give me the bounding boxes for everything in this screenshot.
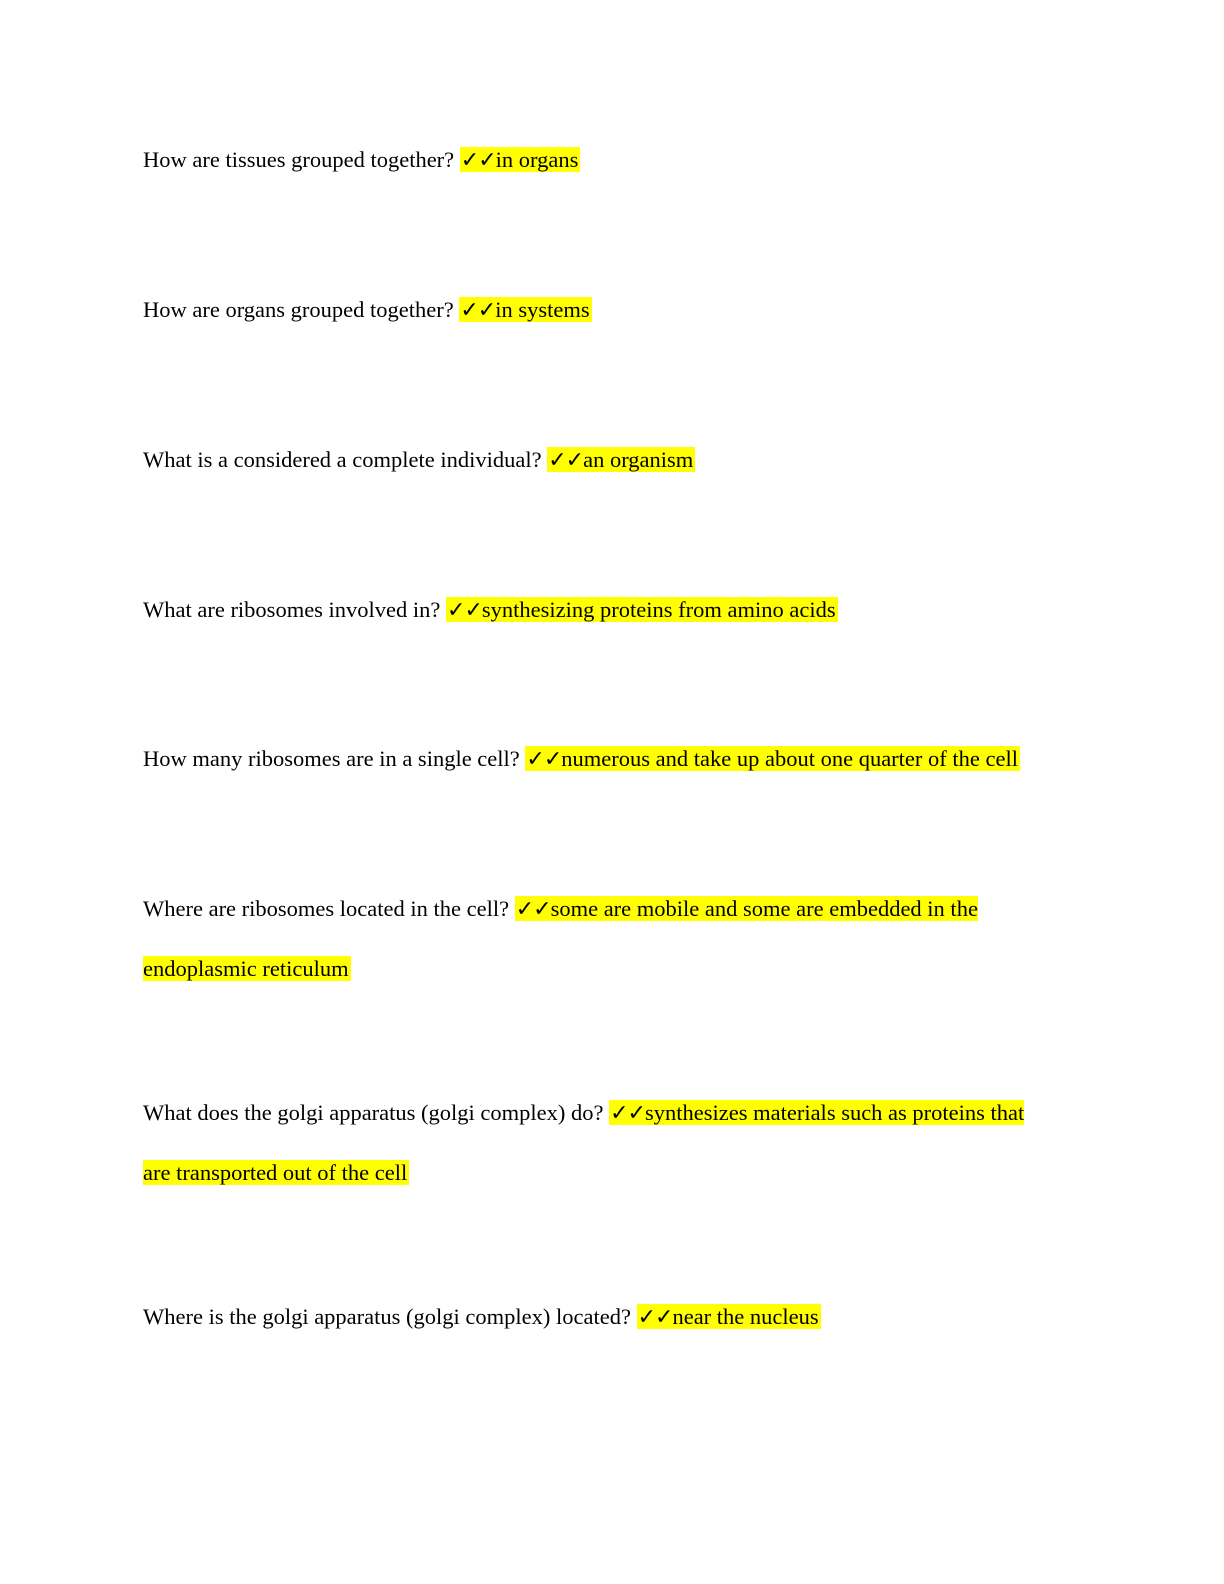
answer-text: in systems xyxy=(495,297,590,322)
question-text: How many ribosomes are in a single cell? xyxy=(143,746,520,771)
qa-item xyxy=(143,280,1083,340)
answer-highlight xyxy=(547,447,695,472)
qa-item xyxy=(143,879,1043,998)
answer-text: synthesizes materials such as proteins that are transported out of the cell xyxy=(143,1100,1025,1185)
question-text: What is a considered a complete individual? xyxy=(143,447,542,472)
question-text: How are organs grouped together? xyxy=(143,297,454,322)
answer-text: some are mobile and some are embedded in the endoplasmic reticulum xyxy=(143,896,978,981)
answer-highlight xyxy=(459,297,591,322)
question-text: Where are ribosomes located in the cell? xyxy=(143,896,510,921)
double-check-icon: ✓✓ xyxy=(460,148,496,173)
answer-highlight xyxy=(460,147,581,172)
double-check-icon: ✓✓ xyxy=(460,298,496,323)
answer-text: in organs xyxy=(495,147,579,172)
question-text: What does the golgi apparatus (golgi complex) do? xyxy=(143,1100,604,1125)
double-check-icon: ✓✓ xyxy=(447,598,482,623)
answer-highlight xyxy=(637,1304,821,1329)
double-check-icon: ✓✓ xyxy=(515,897,551,922)
qa-item xyxy=(143,729,1083,789)
answer-highlight xyxy=(525,746,1020,771)
question-text: What are ribosomes involved in? xyxy=(143,597,441,622)
answer-text: an organism xyxy=(583,447,694,472)
answer-text: numerous and take up about one quarter of the cell xyxy=(561,746,1018,771)
qa-item xyxy=(143,1287,1083,1347)
double-check-icon: ✓✓ xyxy=(637,1305,673,1330)
answer-text: synthesizing proteins from amino acids xyxy=(481,597,836,622)
double-check-icon: ✓✓ xyxy=(610,1101,645,1126)
answer-text: near the nucleus xyxy=(672,1304,819,1329)
qa-item xyxy=(143,130,1083,190)
qa-item xyxy=(143,580,1083,640)
qa-item xyxy=(143,430,1083,490)
question-text: How are tissues grouped together? xyxy=(143,147,455,172)
question-text: Where is the golgi apparatus (golgi complex) located? xyxy=(143,1304,631,1329)
double-check-icon: ✓✓ xyxy=(526,747,562,772)
answer-highlight xyxy=(446,597,838,622)
qa-item xyxy=(143,1083,1048,1202)
double-check-icon: ✓✓ xyxy=(548,448,584,473)
